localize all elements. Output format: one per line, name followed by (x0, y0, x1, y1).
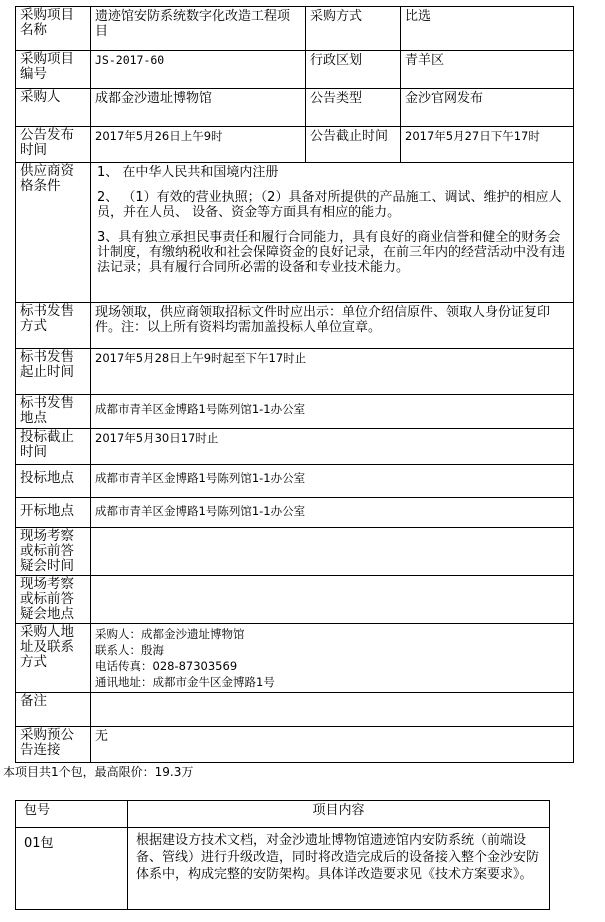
remark-value (91, 693, 574, 727)
publish-time-label: 公告发布时间 (16, 127, 91, 163)
row-contact (16, 624, 574, 693)
col-header-no: 包号 (16, 801, 128, 828)
buyer-value: 成都金沙遗址博物馆 (91, 89, 306, 127)
deadline-value: 2017年5月27日下午17时 (401, 127, 574, 163)
package-no: 01包 (16, 828, 128, 910)
package-row (16, 828, 550, 910)
qualification-label: 供应商资格条件 (16, 163, 91, 303)
site-place-label: 现场考察或标前答疑会地点 (16, 576, 91, 624)
row-qualification (16, 163, 574, 303)
site-place-value (91, 576, 574, 624)
contact-label: 采购人地址及联系方式 (16, 624, 91, 693)
buyer-label: 采购人 (16, 89, 91, 127)
project-no-value: JS-2017-60 (91, 51, 306, 89)
project-name-value: 遗迹馆安防系统数字化改造工程项目 (91, 7, 306, 51)
doc-sale-method-value: 现场领取，供应商领取招标文件时应出示：单位介绍信原件、领取人身份证复印件。注：以上所有资料均需加盖投标人单位宣章。 (91, 303, 574, 349)
row-bid-deadline (16, 429, 574, 465)
deadline-label: 公告截止时间 (306, 127, 401, 163)
remark-label: 备注 (16, 693, 91, 727)
contact-buyer: 采购人：成都金沙遗址博物馆 (95, 627, 245, 641)
doc-sale-place-label: 标书发售地点 (16, 395, 91, 429)
notice-type-label: 公告类型 (306, 89, 401, 127)
project-no-label: 采购项目编号 (16, 51, 91, 89)
package-summary: 本项目共1个包，最高限价：19.3万 (3, 765, 194, 779)
row-open-place (16, 498, 574, 528)
doc-sale-time-value: 2017年5月28日上午9时起至下午17时止 (91, 349, 574, 395)
bid-place-value: 成都市青羊区金博路1号陈列馆1-1办公室 (91, 465, 574, 498)
preannounce-value: 无 (91, 727, 574, 763)
row-bid-place (16, 465, 574, 498)
district-label: 行政区划 (306, 51, 401, 89)
package-table-header (16, 801, 550, 828)
row-buyer (16, 89, 574, 127)
contact-address: 通讯地址：成都市金牛区金博路1号 (95, 675, 275, 689)
row-remark (16, 693, 574, 727)
doc-sale-method-label: 标书发售方式 (16, 303, 91, 349)
method-label: 采购方式 (306, 7, 401, 51)
preannounce-label: 采购预公告连接 (16, 727, 91, 763)
bid-deadline-value: 2017年5月30日17时止 (91, 429, 574, 465)
qualification-item-3: 3、具有独立承担民事责任和履行合同能力，具有良好的商业信誉和健全的财务会计制度，有缴纳税收和社会保障资金的良好记录，在前三年内的经营活动中没有违法记录；具有履行合同所必需的设备和专业技术能力。 (97, 230, 566, 275)
row-project-name (16, 7, 574, 51)
package-table (15, 800, 550, 910)
contact-person: 联系人：殷海 (95, 643, 164, 657)
site-time-label: 现场考察或标前答疑会时间 (16, 528, 91, 576)
col-header-content: 项目内容 (128, 801, 550, 828)
row-doc-sale-time (16, 349, 574, 395)
row-publish-time (16, 127, 574, 163)
method-value: 比选 (401, 7, 574, 51)
contact-value (91, 624, 574, 693)
bid-deadline-label: 投标截止时间 (16, 429, 91, 465)
row-site-time (16, 528, 574, 576)
bid-place-label: 投标地点 (16, 465, 91, 498)
procurement-info-table (15, 6, 574, 763)
qualification-item-1: 1、 在中华人民共和国境内注册 (97, 165, 279, 180)
qualification-item-2: 2、 （1）有效的营业执照；（2）具备对所提供的产品施工、调试、维护的相应人员，并在人员、 设备、资金等方面具有相应的能力。 (97, 190, 562, 220)
open-place-value: 成都市青羊区金博路1号陈列馆1-1办公室 (91, 498, 574, 528)
row-preannounce (16, 727, 574, 763)
open-place-label: 开标地点 (16, 498, 91, 528)
project-name-label: 采购项目名称 (16, 7, 91, 51)
site-time-value (91, 528, 574, 576)
doc-sale-place-value: 成都市青羊区金博路1号陈列馆1-1办公室 (91, 395, 574, 429)
row-project-no (16, 51, 574, 89)
contact-phone: 电话传真：028-87303569 (95, 659, 238, 673)
row-site-place (16, 576, 574, 624)
package-content: 根据建设方技术文档，对金沙遗址博物馆遗迹馆内安防系统（前端设备、管线）进行升级改造，同时将改造完成后的设备接入整个金沙安防体系中，构成完整的安防架构。具体详改造要求见《技术方案要求》。 (128, 828, 550, 910)
row-doc-sale-place (16, 395, 574, 429)
district-value: 青羊区 (401, 51, 574, 89)
publish-time-value: 2017年5月26日上午9时 (91, 127, 306, 163)
doc-sale-time-label: 标书发售起止时间 (16, 349, 91, 395)
row-doc-sale-method (16, 303, 574, 349)
qualification-value (91, 163, 574, 303)
notice-type-value: 金沙官网发布 (401, 89, 574, 127)
